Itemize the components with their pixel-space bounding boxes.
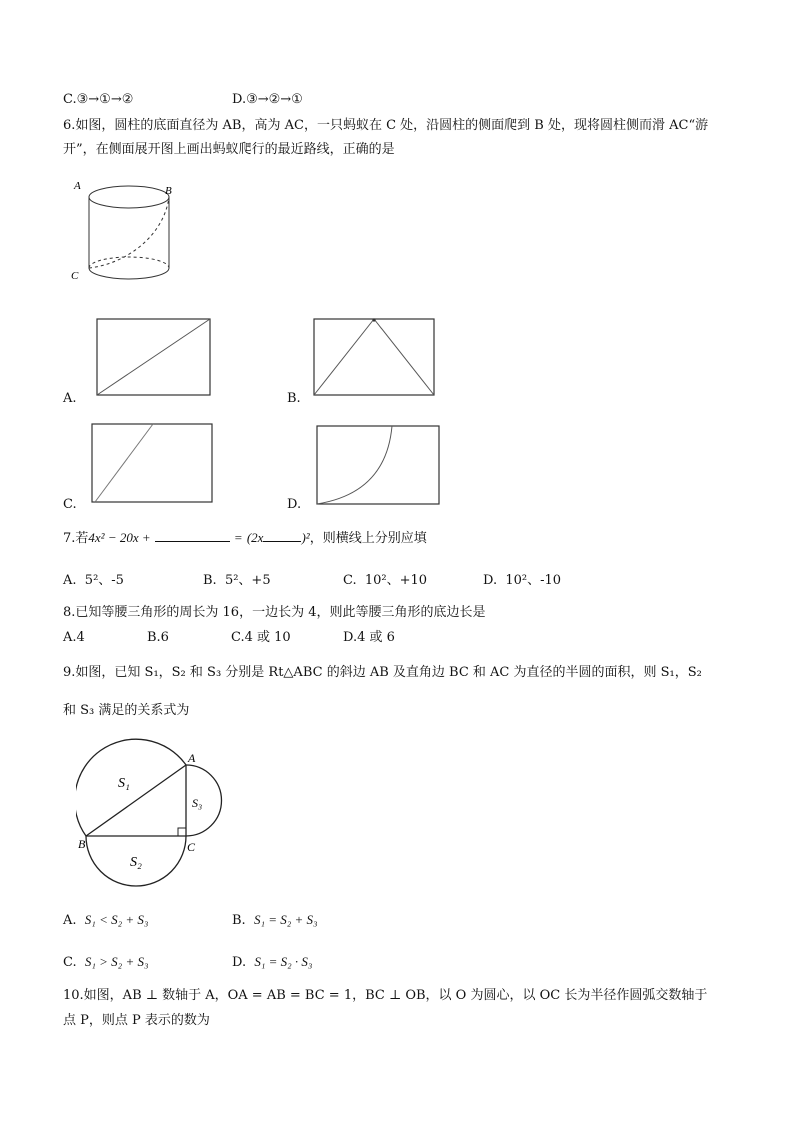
q10-text-line2: 点 P，则点 P 表示的数为: [63, 1013, 210, 1028]
q6-text-line1: 6.如图，圆柱的底面直径为 AB，高为 AC，一只蚂蚁在 C 处，沿圆柱的侧面爬到 B 处，现将圆柱侧而滑 AC“游: [63, 118, 709, 133]
q7-expr-right-open: (2x: [246, 530, 264, 545]
q7-option-a: A. 5²、-5: [63, 573, 124, 588]
q7-expr-left: 4x² − 20x +: [88, 530, 151, 545]
q7-blank-1: [155, 529, 230, 542]
q7-question: [63, 529, 427, 547]
q5-option-d: D.③→②→①: [232, 92, 303, 107]
q8-option-a: A.4: [63, 630, 85, 645]
q6-option-c-label: C.: [63, 497, 77, 512]
q6-option-c-figure: [91, 423, 215, 505]
q6-option-b-figure: [313, 318, 437, 398]
fig9-label-b: B: [78, 837, 86, 851]
q6-option-b-label: B.: [287, 391, 301, 406]
semicircles-figure: [76, 735, 226, 890]
q7-prefix: 7.若: [63, 531, 89, 546]
q8-option-c: C.4 或 10: [231, 630, 291, 645]
fig9-label-c: C: [187, 840, 196, 854]
q6-text-line2: 开”，在侧面展开图上画出蚂蚁爬行的最近路线，正确的是: [63, 142, 395, 157]
q7-expr-right-close: )²: [301, 530, 310, 545]
q9-option-b: B. S₁ = S₂ + S₃: [232, 912, 318, 928]
cyl-label-c: C: [71, 270, 79, 282]
cyl-label-b: B: [165, 185, 172, 197]
fig9-label-a: A: [188, 751, 196, 765]
cylinder-figure: [66, 176, 176, 284]
q8-option-d: D.4 或 6: [343, 630, 395, 645]
q6-option-d-label: D.: [287, 497, 302, 512]
fig9-label-s3: S₃: [192, 796, 203, 810]
q6-option-a-figure: [96, 318, 214, 398]
q9-text-line2: 和 S₃ 满足的关系式为: [63, 703, 190, 718]
q10-text-line1: 10.如图，AB ⊥ 数轴于 A，OA = AB = BC = 1，BC ⊥ OB，以 O 为圆心，以 OC 长为半径作圆弧交数轴于: [63, 988, 708, 1003]
q8-text: 8.已知等腰三角形的周长为 16，一边长为 4，则此等腰三角形的底边长是: [63, 605, 486, 620]
q5-option-c: C.③→①→②: [63, 92, 134, 107]
q9-option-c: C. S₁ > S₂ + S₃: [63, 954, 149, 970]
cyl-label-a: A: [74, 180, 81, 192]
q8-option-b: B.6: [147, 630, 169, 645]
q7-equals: =: [233, 530, 243, 545]
q9-option-a: A. S₁ < S₂ + S₃: [63, 912, 149, 928]
q6-option-a-label: A.: [63, 391, 77, 406]
q7-option-c: C. 10²、+10: [343, 573, 428, 588]
q7-option-d: D. 10²、-10: [483, 573, 562, 588]
fig9-label-s2: S₂: [130, 855, 142, 870]
q7-suffix: ，则横线上分别应填: [309, 531, 427, 546]
q6-option-d-figure: [316, 425, 442, 507]
q9-text-line1: 9.如图，已知 S₁，S₂ 和 S₃ 分别是 Rt△ABC 的斜边 AB 及直角边 BC 和 AC 为直径的半圆的面积，则 S₁，S₂: [63, 665, 702, 680]
fig9-label-s1: S₁: [118, 776, 130, 791]
q9-option-d: D. S₁ = S₂ · S₃: [232, 954, 313, 970]
q7-blank-2: [263, 529, 301, 542]
q7-option-b: B. 5²、+5: [203, 573, 271, 588]
